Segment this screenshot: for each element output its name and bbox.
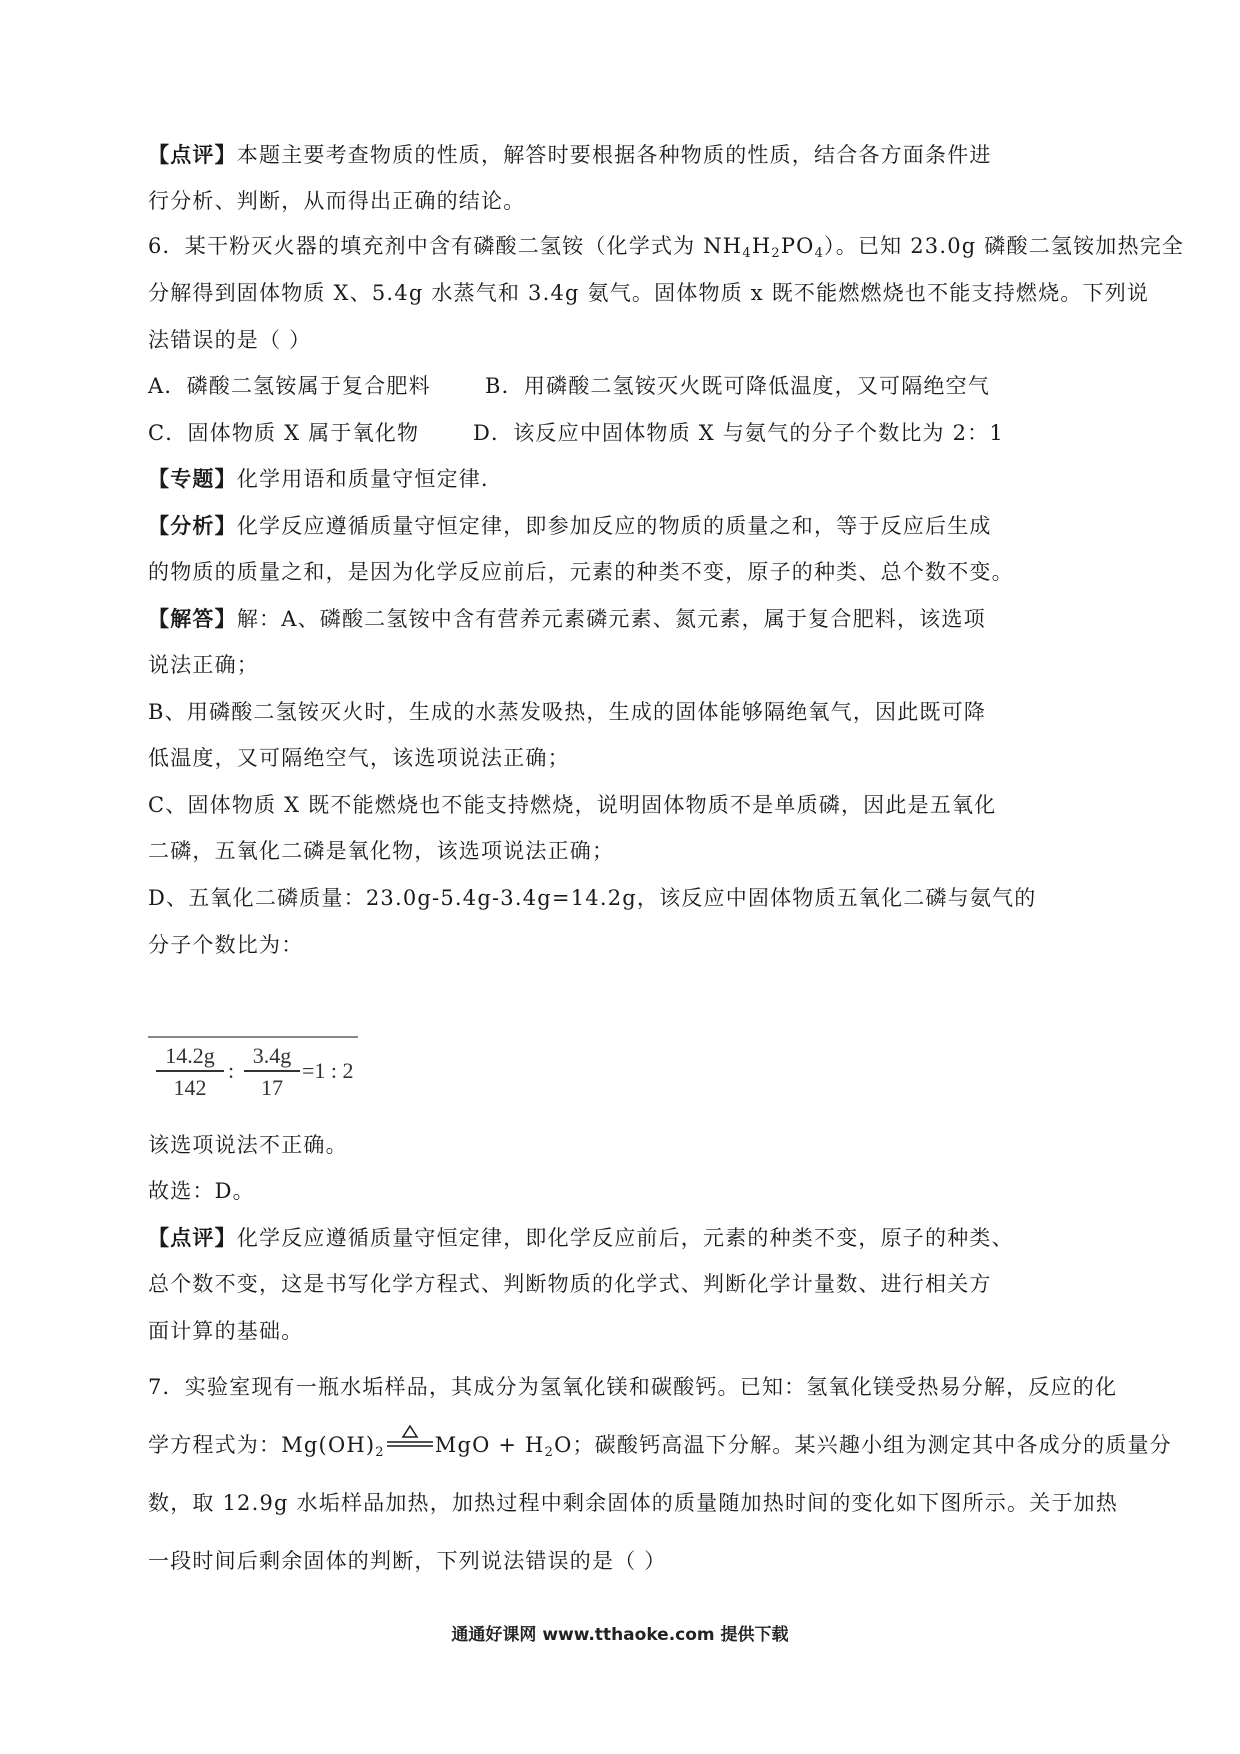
fraction-separator: :: [228, 1058, 235, 1083]
comment-line-1: [148, 140, 992, 170]
question-7-line-4: 一段时间后剩余固体的判断，下列说法错误的是（ ）: [148, 1549, 667, 1573]
question-6-line-1: 6．某干粉灭火器的填充剂中含有磷酸二氢铵（化学式为 $NH_4H_2PO_4$）。已知 23.0g 磷酸二氢铵加热完全: [148, 234, 1185, 261]
question-6-line-2: 分解得到固体物质 X、5.4g 水蒸气和 3.4g 氨气。固体物质 x 既不能燃燃烧也不能支持燃烧。下列说: [148, 281, 1150, 305]
fraction-result: =1 : 2: [302, 1058, 354, 1083]
answer-line-1: 【解答】解：A、磷酸二氢铵中含有营养元素磷元素、氮元素，属于复合肥料，该选项: [148, 606, 986, 631]
question-7-line-3: 数，取 12.9g 水垢样品加热，加热过程中剩余固体的质量随加热时间的变化如下图所示。关于加热: [148, 1491, 1118, 1515]
heating-equals-icon: [385, 1430, 435, 1454]
question-6-line-3: 法错误的是（ ）: [148, 328, 312, 352]
fraction-1: $\frac{14.2g}{142}$: [156, 1042, 224, 1102]
analysis-line-2: 的物质的质量之和，是因为化学反应前后，元素的种类不变，原子的种类、总个数不变。: [148, 560, 1014, 584]
answer-d-line-1: D、五氧化二磷质量：23.0g-5.4g-3.4g=14.2g，该反应中固体物质五氧化二磷与氨气的: [148, 886, 1037, 910]
review-tag: 【点评】: [148, 1225, 237, 1250]
fraction-formula: [148, 1036, 398, 1116]
answer-d-line-2: 分子个数比为：: [148, 933, 304, 957]
answer-line-2: 说法正确；: [148, 653, 259, 677]
formula-cut-line: [148, 1036, 358, 1038]
option-d: D．该反应中固体物质 X 与氨气的分子个数比为 2：1: [473, 421, 1004, 445]
option-c: C．固体物质 X 属于氧化物: [148, 421, 420, 445]
footer-source: 通通好课网 www.tthaoke.com 提供下载: [451, 1625, 789, 1645]
question-7-line-1: 7．实验室现有一瓶水垢样品，其成分为氢氧化镁和碳酸钙。已知：氢氧化镁受热易分解，反应的化: [148, 1375, 1118, 1399]
choice-line: 故选：D。: [148, 1179, 255, 1203]
answer-d-line-3: 该选项说法不正确。: [148, 1133, 348, 1157]
review-line-1: 【点评】化学反应遵循质量守恒定律，即化学反应前后，元素的种类不变，原子的种类、: [148, 1225, 1014, 1250]
analysis-line-1: 【分析】化学反应遵循质量守恒定律，即参加反应的物质的质量之和，等于反应后生成: [148, 513, 992, 538]
option-a: A．磷酸二氢铵属于复合肥料: [148, 374, 431, 398]
comment-tag: 【点评】: [148, 142, 237, 167]
option-b: B．用磷酸二氢铵灭火既可降低温度，又可隔绝空气: [485, 374, 991, 398]
answer-b-line-2: 低温度，又可隔绝空气，该选项说法正确；: [148, 746, 570, 770]
topic-tag: 【专题】: [148, 466, 237, 491]
comment-line-2: 行分析、判断，从而得出正确的结论。: [148, 189, 526, 213]
answer-c-line-2: 二磷，五氧化二磷是氧化物，该选项说法正确；: [148, 839, 615, 863]
review-line-3: 面计算的基础。: [148, 1319, 304, 1343]
answer-b-line-1: B、用磷酸二氢铵灭火时，生成的水蒸发吸热，生成的固体能够隔绝氧气，因此既可降: [148, 700, 987, 724]
analysis-tag: 【分析】: [148, 513, 237, 538]
fraction-2: $\frac{3.4g}{17}$: [244, 1042, 300, 1102]
comment-text: 本题主要考查物质的性质，解答时要根据各种物质的性质，结合各方面条件进: [236, 143, 992, 167]
topic-line: 【专题】化学用语和质量守恒定律．: [148, 466, 504, 491]
question-7-line-2: 学方程式为：$Mg(OH)_2$ MgO + $H_2O$；碳酸钙高温下分解。某兴趣小组为测定其中各成分的质量分: [148, 1430, 1172, 1468]
answer-tag: 【解答】: [148, 606, 237, 631]
review-line-2: 总个数不变，这是书写化学方程式、判断物质的化学式、判断化学计量数、进行相关方: [148, 1272, 992, 1296]
answer-c-line-1: C、固体物质 X 既不能燃烧也不能支持燃烧，说明固体物质不是单质磷，因此是五氧化: [148, 793, 997, 817]
